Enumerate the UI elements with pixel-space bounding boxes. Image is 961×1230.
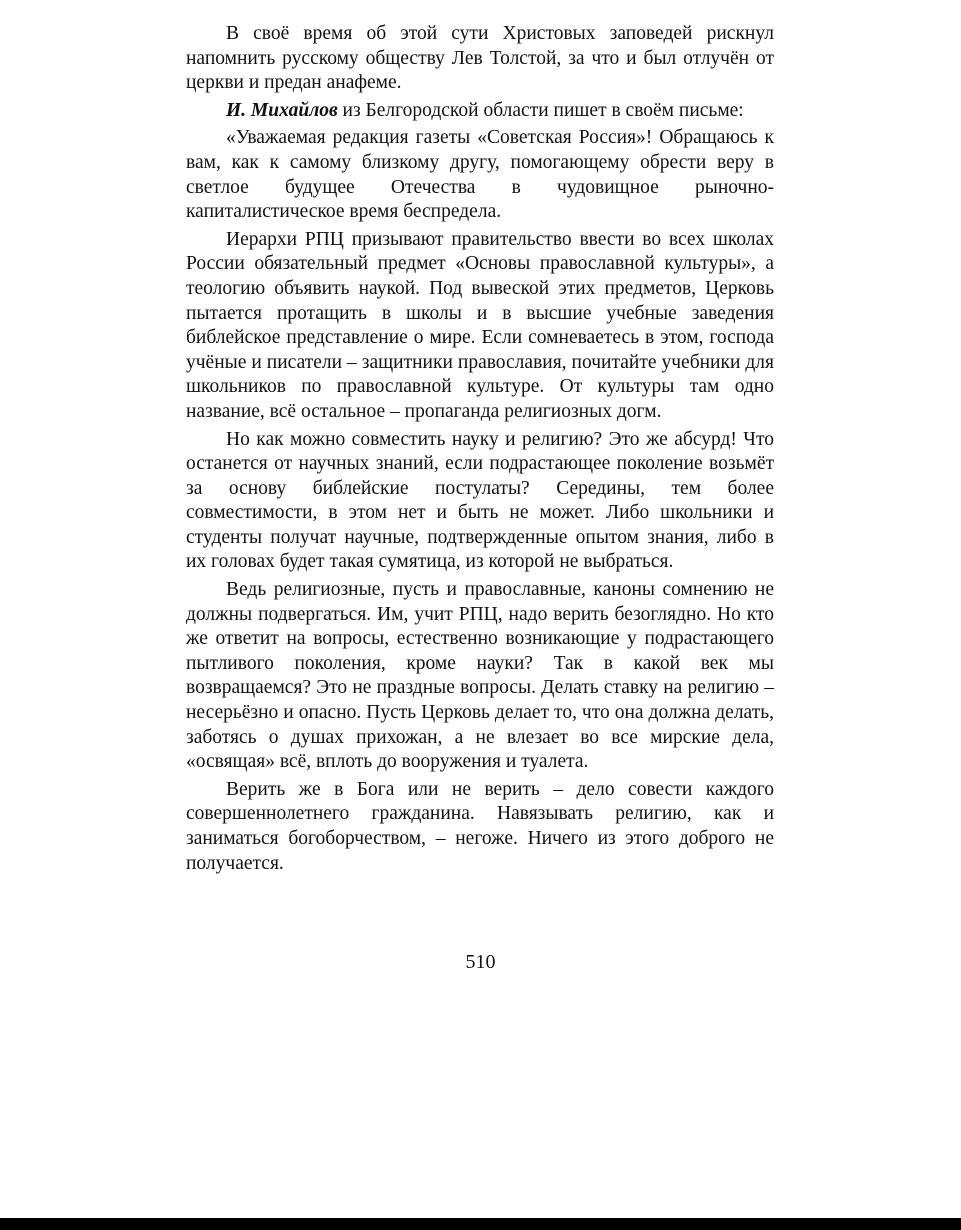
paragraph-7: Верить же в Бога или не верить – дело совести каждого совершеннолетнего гражданина. Навязывать религию, как и заниматься богоборчеством, – негоже. Ничего из этого доброго не получается. xyxy=(186,778,774,874)
paragraph-6: Ведь религиозные, пусть и православные, каноны сомнению не должны подвергаться. Им, учит РПЦ, надо верить безоглядно. Но кто же ответит на вопросы, естественно возникающие у подрастающего пытливого поколения, кроме науки? Так в какой век мы возвращаемся? Это не праздные вопросы. Делать ставку на религию – несерьёзно и опасно. Пусть Церковь делает то, что она должна делать, заботясь о душах прихожан, а не влезает во все мирские дела, «освящая» всё, вплоть до вооружения и туалета. xyxy=(186,579,774,773)
author-name: И. Михайлов xyxy=(226,99,338,121)
paragraph-2 xyxy=(186,99,774,124)
scan-bottom-edge xyxy=(0,1218,961,1230)
page-number: 510 xyxy=(465,951,496,973)
paragraph-3: «Уважаемая редакция газеты «Советская Россия»! Обращаюсь к вам, как к самому близкому другу, помогающему обрести веру в светлое будущее Отечества в чудовищное рыночно-капиталистическое время беспредела. xyxy=(186,127,774,223)
paragraph-1: В своё время об этой сути Христовых заповедей рискнул напомнить русскому обществу Лев Толстой, за что и был отлучён от церкви и предан анафеме. xyxy=(186,23,774,94)
paragraph-5: Но как можно совместить науку и религию? Это же абсурд! Что останется от научных знаний, если подрастающее поколение возьмёт за основу библейские постулаты? Середины, тем более совместимости, в этом нет и быть не может. Либо школьники и студенты получат научные, подтвержденные опытом знания, либо в их головах будет такая сумятица, из которой не выбраться. xyxy=(186,428,774,573)
paragraph-2-text: из Белгородской области пишет в своём письме: xyxy=(337,99,744,121)
body-text xyxy=(186,22,774,879)
paragraph-4: Иерархи РПЦ призывают правительство ввести во всех школах России обязательный предмет «Основы православной культуры», а теологию объявить наукой. Под вывеской этих предметов, Церковь пытается протащить в школы и в высшие учебные заведения библейское представление о мире. Если сомневаетесь в этом, господа учёные и писатели – защитники православия, почитайте учебники для школьников по православной культуре. От культуры там одно название, всё остальное – пропаганда религиозных догм. xyxy=(186,228,774,422)
